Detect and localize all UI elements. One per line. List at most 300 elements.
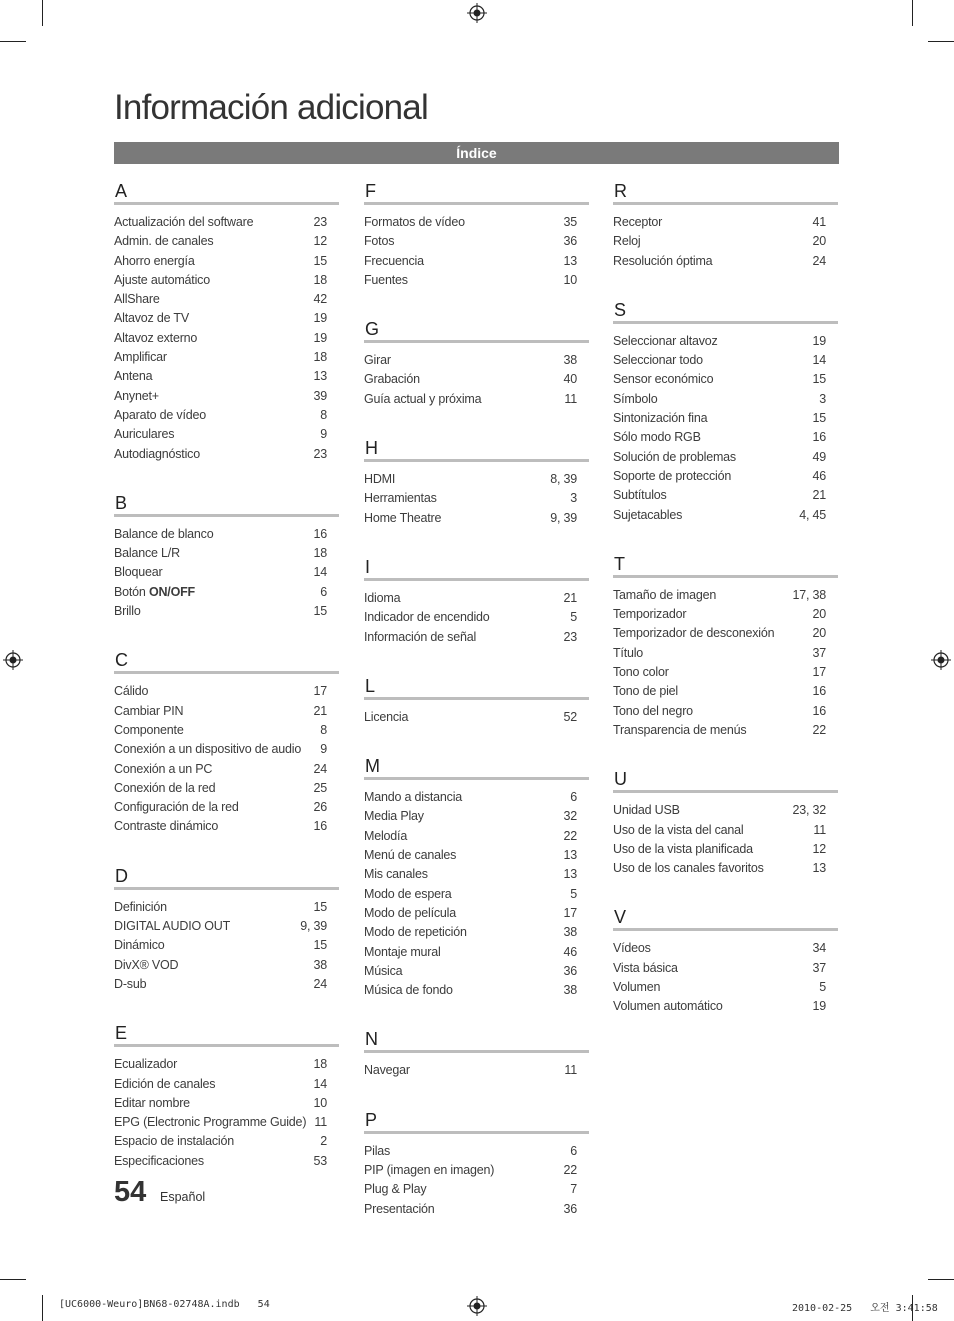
entry-term: Símbolo <box>613 391 658 406</box>
entry-page: 5 <box>570 610 577 625</box>
entry-page: 8 <box>320 407 327 422</box>
index-entry <box>364 962 589 981</box>
index-column <box>114 180 339 1199</box>
entry-term: Edición de canales <box>114 1076 216 1091</box>
index-entry <box>364 1061 589 1080</box>
entry-term: Conexión de la red <box>114 780 216 795</box>
entry-term: Componente <box>114 722 184 737</box>
entry-term: Conexión a un dispositivo de audio <box>114 742 302 757</box>
entry-page: 22 <box>563 1163 577 1178</box>
section-divider <box>364 697 589 700</box>
section-letter: N <box>365 1029 378 1050</box>
entry-term: Título <box>613 645 644 660</box>
entry-page: 9 <box>320 427 327 442</box>
entry-page: 18 <box>313 546 327 561</box>
entry-term: D-sub <box>114 976 147 991</box>
entry-term: Plug & Play <box>364 1182 427 1197</box>
entry-page: 18 <box>313 1057 327 1072</box>
index-entry <box>613 252 838 271</box>
entry-page: 11 <box>314 1115 327 1130</box>
entry-page: 10 <box>313 1095 327 1110</box>
index-entry <box>364 943 589 962</box>
index-entry <box>613 821 838 840</box>
index-column <box>364 180 589 1247</box>
index-section <box>114 180 339 464</box>
registration-mark-icon <box>467 3 487 23</box>
entry-term: Altavoz externo <box>114 330 198 345</box>
entry-term: Mando a distancia <box>364 790 463 805</box>
entry-term: Especificaciones <box>114 1153 204 1168</box>
entry-page: 22 <box>812 722 826 737</box>
entry-term: Unidad USB <box>613 803 680 818</box>
entry-page: 15 <box>313 899 327 914</box>
entry-page: 5 <box>570 886 577 901</box>
entry-page: 23 <box>563 629 577 644</box>
crop-mark <box>928 41 954 42</box>
entry-page: 15 <box>812 372 826 387</box>
entry-page: 10 <box>563 272 577 287</box>
entry-page: 20 <box>812 626 826 641</box>
entry-page: 18 <box>313 350 327 365</box>
print-timestamp: 2010-02-25 오전 3:41:58 <box>792 1303 938 1314</box>
index-section <box>114 865 339 994</box>
index-entry <box>613 682 838 701</box>
entry-page: 35 <box>563 215 577 229</box>
index-entry <box>364 807 589 826</box>
index-entry <box>114 779 339 798</box>
index-entry <box>613 605 838 624</box>
section-divider <box>613 575 838 578</box>
index-entry <box>364 589 589 608</box>
section-divider <box>613 321 838 324</box>
index-section <box>364 318 589 409</box>
index-entry <box>114 740 339 759</box>
entry-term: Admin. de canales <box>114 234 214 249</box>
entry-term: Vista básica <box>613 960 678 975</box>
entry-term: Subtítulos <box>613 488 667 503</box>
page-title: Información adicional <box>114 88 428 127</box>
entry-term: Soporte de protección <box>613 468 732 483</box>
entry-term: Grabación <box>364 372 420 387</box>
entry-term: Media Play <box>364 809 424 824</box>
entry-page: 38 <box>563 925 577 940</box>
index-entry <box>114 682 339 701</box>
entry-term: Melodía <box>364 828 408 843</box>
index-entry <box>114 975 339 994</box>
entry-term: Sintonización fina <box>613 411 708 426</box>
index-entry <box>364 846 589 865</box>
entry-page: 12 <box>812 841 826 856</box>
entry-page: 23 <box>313 215 327 229</box>
entry-page: 16 <box>812 703 826 718</box>
section-divider <box>364 202 589 205</box>
entry-term: Modo de película <box>364 905 457 920</box>
entry-page: 12 <box>313 234 327 249</box>
index-entry <box>114 290 339 309</box>
entry-term: Guía actual y próxima <box>364 391 482 406</box>
index-entry <box>114 563 339 582</box>
registration-mark-icon <box>467 1296 487 1316</box>
entry-page: 23, 32 <box>792 803 826 818</box>
entry-term: Ahorro energía <box>114 253 195 268</box>
index-section <box>613 906 838 1016</box>
entry-term: Formatos de vídeo <box>364 215 465 229</box>
entry-term: Solución de problemas <box>613 449 736 464</box>
index-entry <box>114 1113 339 1132</box>
entry-page: 14 <box>313 565 327 580</box>
entry-term: Autodiagnóstico <box>114 446 200 461</box>
index-entry <box>364 370 589 389</box>
language-label: Español <box>160 1190 206 1204</box>
index-entry <box>364 1142 589 1161</box>
entry-term: Música de fondo <box>364 983 453 998</box>
entry-page: 15 <box>313 938 327 953</box>
section-header-bar: Índice <box>114 142 839 164</box>
index-entry <box>114 956 339 975</box>
entry-page: 21 <box>563 590 577 605</box>
entry-page: 19 <box>313 311 327 326</box>
index-entry <box>114 445 339 464</box>
section-letter: E <box>115 1023 128 1044</box>
index-entry <box>114 544 339 563</box>
entry-term: Cálido <box>114 684 149 699</box>
section-letter: V <box>614 907 627 928</box>
entry-page: 42 <box>313 292 327 307</box>
entry-term: Información de señal <box>364 629 477 644</box>
index-entry <box>364 252 589 271</box>
entry-page: 34 <box>812 941 826 956</box>
index-entry <box>114 583 339 602</box>
index-entry <box>364 271 589 290</box>
index-entry <box>114 1152 339 1171</box>
index-entry <box>364 390 589 409</box>
index-entry <box>114 525 339 544</box>
entry-page: 38 <box>563 983 577 998</box>
section-letter: R <box>614 181 627 201</box>
index-entry <box>613 448 838 467</box>
entry-term: Resolución óptima <box>613 253 713 268</box>
entry-term: Licencia <box>364 709 409 724</box>
section-letter: C <box>115 650 128 671</box>
entry-page: 16 <box>812 430 826 445</box>
index-entry <box>613 390 838 409</box>
entry-page: 9, 39 <box>550 510 577 525</box>
entry-term: Botón ON/OFF <box>114 584 195 599</box>
index-entry <box>364 1180 589 1199</box>
entry-page: 17 <box>812 665 826 680</box>
section-divider <box>364 578 589 581</box>
crop-mark <box>0 41 26 42</box>
page-number: 54 <box>114 1176 147 1208</box>
entry-page: 17, 38 <box>792 587 826 602</box>
entry-term: Montaje mural <box>364 944 441 959</box>
section-letter: D <box>115 865 128 886</box>
index-section <box>364 1028 589 1080</box>
entry-page: 36 <box>563 234 577 249</box>
entry-term: Auriculares <box>114 427 175 442</box>
entry-page: 49 <box>812 449 826 464</box>
index-entry <box>613 332 838 351</box>
index-entry <box>364 1200 589 1219</box>
entry-page: 18 <box>313 272 327 287</box>
index-entry <box>114 917 339 936</box>
section-divider <box>364 340 589 343</box>
entry-page: 17 <box>313 684 327 699</box>
index-entry <box>114 898 339 917</box>
index-entry <box>364 885 589 904</box>
index-entry <box>114 348 339 367</box>
section-letter: L <box>365 675 376 696</box>
index-entry <box>613 624 838 643</box>
entry-term: Sensor económico <box>613 372 714 387</box>
index-entry <box>114 387 339 406</box>
entry-term: Volumen <box>613 980 661 995</box>
entry-term: Sujetacables <box>613 507 683 522</box>
index-section <box>364 1109 589 1219</box>
crop-mark <box>912 0 913 26</box>
section-divider <box>613 202 838 205</box>
section-divider <box>114 671 339 674</box>
entry-page: 36 <box>563 963 577 978</box>
entry-page: 38 <box>563 353 577 368</box>
entry-page: 20 <box>812 234 826 249</box>
entry-term: Seleccionar todo <box>613 353 703 368</box>
index-entry <box>364 470 589 489</box>
section-letter: M <box>365 756 380 777</box>
section-divider <box>364 1131 589 1134</box>
entry-page: 11 <box>813 822 826 837</box>
entry-page: 4, 45 <box>799 507 826 522</box>
entry-term: Uso de la vista planificada <box>613 841 753 856</box>
entry-term: Aparato de vídeo <box>114 407 207 422</box>
entry-page: 22 <box>563 828 577 843</box>
index-entry <box>114 936 339 955</box>
entry-term: Indicador de encendido <box>364 610 490 625</box>
index-section <box>613 180 838 271</box>
index-entry <box>613 467 838 486</box>
entry-term: Contraste dinámico <box>114 819 219 834</box>
index-section <box>114 649 339 836</box>
entry-page: 16 <box>313 819 327 834</box>
index-section <box>114 492 339 621</box>
entry-page: 26 <box>313 800 327 815</box>
entry-term: Configuración de la red <box>114 800 239 815</box>
entry-term: Amplificar <box>114 350 167 365</box>
entry-page: 25 <box>313 780 327 795</box>
entry-term: AllShare <box>114 292 160 307</box>
entry-page: 38 <box>313 957 327 972</box>
index-entry <box>613 586 838 605</box>
index-entry <box>114 271 339 290</box>
index-entry <box>364 904 589 923</box>
entry-page: 2 <box>320 1134 327 1149</box>
entry-page: 14 <box>812 353 826 368</box>
entry-term: Sólo modo RGB <box>613 430 701 445</box>
section-divider <box>613 928 838 931</box>
index-entry <box>114 1075 339 1094</box>
index-entry <box>364 981 589 1000</box>
entry-term: Navegar <box>364 1063 410 1078</box>
section-letter: H <box>365 438 378 459</box>
index-entry <box>114 406 339 425</box>
entry-term: Temporizador <box>613 607 687 622</box>
entry-page: 13 <box>563 848 577 863</box>
entry-term: Fotos <box>364 234 395 249</box>
entry-page: 23 <box>313 446 327 461</box>
entry-term: Vídeos <box>613 941 651 956</box>
entry-term: Idioma <box>364 590 401 605</box>
entry-term: Tono de piel <box>613 684 679 699</box>
index-entry <box>613 978 838 997</box>
index-entry <box>364 213 589 232</box>
entry-page: 14 <box>313 1076 327 1091</box>
index-entry <box>613 840 838 859</box>
entry-page: 39 <box>313 388 327 403</box>
entry-term: Modo de espera <box>364 886 452 901</box>
index-entry <box>613 859 838 878</box>
entry-term: Transparencia de menús <box>613 722 747 737</box>
entry-page: 19 <box>812 333 826 348</box>
index-entry <box>613 370 838 389</box>
entry-term: Balance de blanco <box>114 526 214 541</box>
index-entry <box>613 351 838 370</box>
entry-page: 52 <box>563 709 577 724</box>
entry-term: Volumen automático <box>613 999 723 1014</box>
index-section <box>613 768 838 878</box>
entry-term: Herramientas <box>364 491 437 506</box>
entry-term: Conexión a un PC <box>114 761 213 776</box>
index-entry <box>114 760 339 779</box>
entry-term: Home Theatre <box>364 510 442 525</box>
entry-page: 13 <box>563 867 577 882</box>
section-divider <box>613 790 838 793</box>
entry-term: DivX® VOD <box>114 957 179 972</box>
index-entry <box>114 798 339 817</box>
entry-term: Balance L/R <box>114 546 180 561</box>
entry-term: Uso de los canales favoritos <box>613 861 764 876</box>
index-entry <box>613 801 838 820</box>
index-entry <box>364 923 589 942</box>
entry-page: 19 <box>812 999 826 1014</box>
section-letter: F <box>365 181 376 201</box>
entry-term: Receptor <box>613 215 663 229</box>
entry-term: Antena <box>114 369 153 384</box>
index-entry <box>364 489 589 508</box>
entry-page: 36 <box>563 1201 577 1216</box>
entry-term: Tono del negro <box>613 703 693 718</box>
index-entry <box>364 232 589 251</box>
section-divider <box>114 514 339 517</box>
index-entry <box>114 721 339 740</box>
index-entry <box>114 309 339 328</box>
crop-mark <box>42 0 43 26</box>
entry-term: Fuentes <box>364 272 408 287</box>
entry-page: 6 <box>320 584 327 599</box>
entry-page: 8, 39 <box>550 472 577 487</box>
index-entry <box>613 721 838 740</box>
entry-page: 16 <box>313 526 327 541</box>
entry-page: 13 <box>812 861 826 876</box>
section-divider <box>114 1044 339 1047</box>
entry-term: Temporizador de desconexión <box>613 626 775 641</box>
section-letter: T <box>614 553 625 574</box>
index-section <box>114 1022 339 1171</box>
entry-term: Música <box>364 963 403 978</box>
entry-page: 15 <box>313 253 327 268</box>
entry-term: Seleccionar altavoz <box>613 333 718 348</box>
entry-page: 21 <box>313 703 327 718</box>
index-entry <box>364 827 589 846</box>
section-letter: A <box>115 181 128 201</box>
index-section <box>364 755 589 1000</box>
entry-page: 46 <box>563 944 577 959</box>
index-entry <box>613 997 838 1016</box>
index-entry <box>114 425 339 444</box>
index-entry <box>364 628 589 647</box>
index-entry <box>613 663 838 682</box>
entry-term: Girar <box>364 353 391 368</box>
index-entry <box>114 817 339 836</box>
index-entry <box>613 232 838 251</box>
index-entry <box>613 213 838 232</box>
entry-page: 37 <box>812 960 826 975</box>
index-entry <box>114 1094 339 1113</box>
entry-page: 15 <box>313 604 327 619</box>
section-letter: I <box>365 556 371 577</box>
index-entry <box>364 509 589 528</box>
index-entry <box>364 608 589 627</box>
index-section <box>364 675 589 727</box>
index-entry <box>364 788 589 807</box>
crop-mark <box>928 1279 954 1280</box>
entry-term: EPG (Electronic Programme Guide) <box>114 1115 307 1130</box>
entry-page: 24 <box>812 253 826 268</box>
crop-mark <box>42 1295 43 1321</box>
entry-term: Presentación <box>364 1201 435 1216</box>
section-letter: P <box>365 1109 378 1130</box>
index-section <box>364 180 589 290</box>
entry-page: 46 <box>812 468 826 483</box>
entry-page: 8 <box>320 722 327 737</box>
index-entry <box>613 409 838 428</box>
entry-term: Definición <box>114 899 167 914</box>
entry-term: Pilas <box>364 1143 391 1158</box>
entry-page: 53 <box>313 1153 327 1168</box>
index-section <box>613 553 838 740</box>
index-entry <box>114 602 339 621</box>
entry-page: 11 <box>564 391 577 406</box>
index-entry <box>114 329 339 348</box>
index-entry <box>613 486 838 505</box>
index-entry <box>613 939 838 958</box>
section-letter: S <box>614 299 627 320</box>
entry-page: 6 <box>570 790 577 805</box>
index-entry <box>364 351 589 370</box>
entry-page: 9, 39 <box>300 919 327 934</box>
entry-term: HDMI <box>364 472 396 487</box>
entry-term: Frecuencia <box>364 253 424 268</box>
entry-page: 9 <box>320 742 327 757</box>
entry-term: Cambiar PIN <box>114 703 184 718</box>
entry-term: Dinámico <box>114 938 165 953</box>
section-divider <box>364 777 589 780</box>
index-entry <box>364 865 589 884</box>
index-entry <box>364 708 589 727</box>
print-file-info: [UC6000-Weuro]BN68-02748A.indb 54 <box>59 1299 270 1310</box>
index-section <box>364 556 589 647</box>
entry-term: Reloj <box>613 234 641 249</box>
entry-page: 13 <box>313 369 327 384</box>
